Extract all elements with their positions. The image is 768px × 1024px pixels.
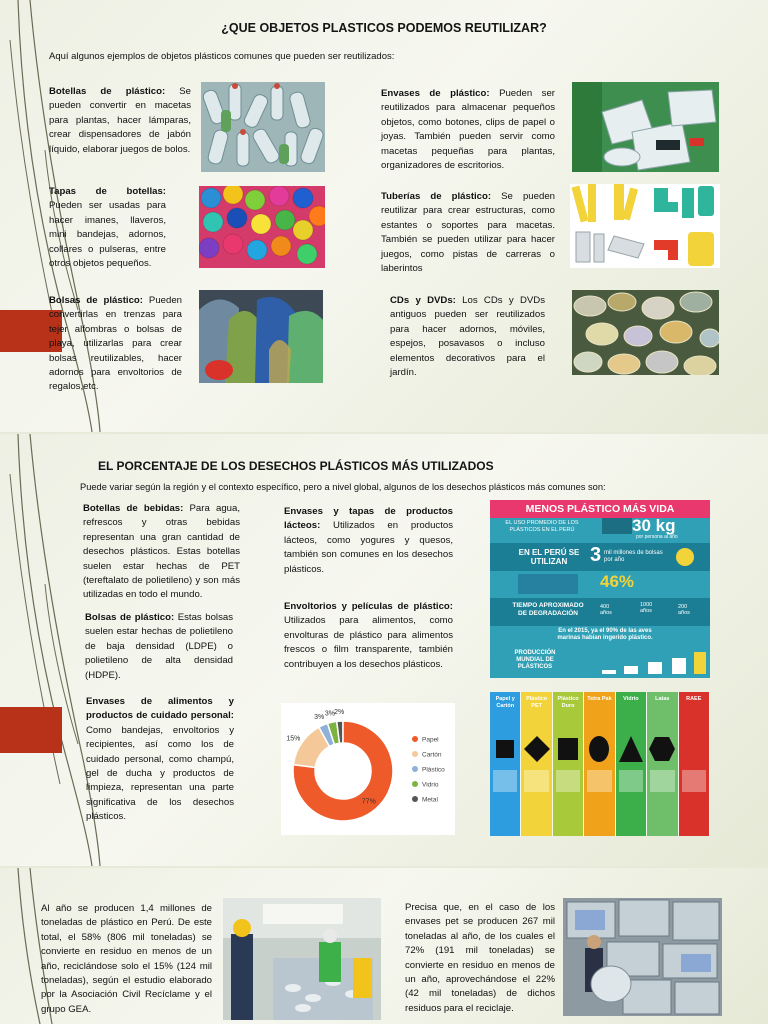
infographic-value: 3 [590,544,602,566]
bin-items [524,770,548,792]
production-bars [598,650,708,676]
slide-reutilizar [0,0,768,432]
infographic-value: 30 kg [632,516,676,535]
bin-label: Latas [655,696,670,702]
bin-shape-icon [616,734,646,764]
donut-svg [281,703,455,835]
photo-plastic-bags [199,290,323,383]
legend-entry: Papel [422,736,439,744]
bin-items [619,770,643,792]
item-envases-alimentos: Envases de alimentos y productos de cuidado personal: Como bandejas, envoltorios y recipientes, así como los de cuidado personal, como champú, gel de ducha y productos de limpieza, representan una parte significativa de los desechos plásticos. [86,696,234,823]
bin-shape-icon [647,734,677,764]
infographic-unit: por persona al año [636,534,678,540]
intro-text: Aquí algunos ejemplos de objetos plásticos comunes que pueden ser reutilizados: [49,51,395,62]
bin-items [493,770,517,792]
infographic-value: 200 años [678,604,690,616]
infographic-text: PRODUCCIÓN MUNDIAL DE PLÁSTICOS [514,650,556,670]
bin-column [616,692,646,836]
section-title: EL PORCENTAJE DE LOS DESECHOS PLÁSTICOS MÁS UTILIZADOS [98,459,494,473]
legend-entry: Cartón [422,751,442,759]
bin-column [521,692,551,836]
infographic-header: MENOS PLÁSTICO MÁS VIDA [490,500,710,518]
infographic-text: EL USO PROMEDIO DE LOS PLÁSTICOS EN EL PERÚ [505,520,579,533]
pie-data-label: 3% [324,710,335,718]
intro-text: Puede variar según la región y el contexto específico, pero a nivel global, algunos de los desechos plásticos más comunes son: [80,482,606,492]
bins-row [490,692,710,836]
item-envases: Envases de plástico: Pueden ser reutilizados para almacenar pequeños objetos, como botones, clips de papel o joyas. También pueden servir como macetas pequeñas para plantas, organizadores de escritorios. [381,88,555,172]
bin-shape-icon [584,734,614,764]
legend-swatch [412,736,418,742]
infographic-value: 400 años [600,604,612,616]
infographic-value: 1000 años [640,602,653,614]
legend-swatch [412,796,418,802]
bin-column [647,692,677,836]
bin-items [650,770,674,792]
bin-shape-icon [553,734,583,764]
legend-entry: Vidrio [422,781,439,789]
bag-icon [676,548,694,566]
slide-porcentaje [0,434,768,866]
page-title: ¿QUE OBJETOS PLASTICOS PODEMOS REUTILIZAR? [221,21,547,35]
recycling-bins-image [490,692,710,836]
infographic-value: 46% [600,572,635,591]
bin-column [679,692,709,836]
item-botellas: Botellas de plástico: Se pueden convertir en macetas para plantas, hacer lámparas, crear dispensadores de jabón líquido, elaborar juegos de bolos. [49,86,192,155]
item-envases-lacteos: Envases y tapas de productos lácteos: Utilizados en productos lácteos, como yogures y quesos, también son comunes en los desechos plásticos. [284,506,453,575]
photo-bottle-caps [199,186,325,268]
bin-column [490,692,520,836]
bin-label: Tetra Pak [587,696,612,702]
photo-plastic-pipes [570,184,720,268]
photo-cds-dvds [572,290,719,375]
photo-recycling-workers [223,898,381,1020]
pie-data-label: 77% [361,798,376,806]
peru-map-icon [602,518,632,534]
legend-swatch [412,781,418,787]
bin-column [553,692,583,836]
stat-text-left: Al año se producen 1,4 millones de toneladas de plástico en Perú. De este total, el 58% (806 mil toneladas) se convierte en residuo en menos de un año, reciclándose solo el 15% (124 mil toneladas), según el estudio elaborado por la Asociación Civil Recíclame y el grupo GEA. [41,903,212,1015]
bin-label: Plástico Duro [557,696,579,709]
item-tapas: Tapas de botellas: Pueden ser usadas para hacer imanes, llaveros, mini bandejas, adornos, collares o pulseras, entre otros objetos pequeños. [49,186,166,270]
legend-swatch [412,751,418,757]
infographic-unit: mil millones de bolsas por año [604,550,663,563]
stat-text-right: Precisa que, en el caso de los envases pet se producen 267 mil toneladas al año, de los cuales el 72% (191 mil toneladas) se convierte en residuo en menos de un año, aprovechándose el 22% (42 mil toneladas) de dichos residuos para el reciclaje. [405,902,555,1014]
bin-items [556,770,580,792]
bin-items [587,770,611,792]
item-tuberias: Tuberías de plástico: Se pueden reutilizar para crear estructuras, como estantes o soportes para macetas. También se pueden utilizar para hacer juegos, como pistas de carreras o laberintos [381,191,555,275]
legend-swatch [412,766,418,772]
infographic-text: TIEMPO APROXIMADO DE DEGRADACIÓN [512,602,584,617]
pie-data-label: 2% [334,709,345,717]
infographic-menos-plastico [490,500,710,678]
photo-plastic-bottles [201,82,325,172]
pie-data-label: 15% [286,735,301,743]
item-botellas-bebidas: Botellas de bebidas: Para agua, refrescos y otras bebidas representan una gran cantidad de desechos plásticos. Estas botellas suelen estar hechas de PET (tereftalato de polietileno) y son más utilizadas en todo el mundo. [83,503,240,601]
legend-entry: Metal [422,796,438,804]
legend-entry: Plástico [422,766,445,774]
pie-chart [281,703,455,835]
bin-label: RAEE [686,696,702,702]
bin-label: Plástico PET [526,696,548,709]
bin-label: Vidrio [623,696,639,702]
bin-label: Papel y Cartón [495,696,515,709]
photo-pet-bales [563,898,722,1016]
bin-items [682,770,706,792]
infographic-text: EN EL PERÚ SE UTILIZAN [518,548,580,566]
bin-shape-icon [679,734,709,764]
bin-shape-icon [522,734,552,764]
pie-data-label: 3% [314,713,325,721]
bin-column [584,692,614,836]
item-envoltorios: Envoltorios y películas de plástico: Utilizados para alimentos, como envolturas de plástico para alimentos frescos o film transparente, también contribuyen a los desechos plásticos. [284,601,453,670]
infographic-text: En el 2015, ya el 90% de las aves marinas habían ingerido plástico. [557,628,653,641]
item-cds: CDs y DVDs: Los CDs y DVDs antiguos pueden ser reutilizados para hacer adornos, móviles, espejos, posavasos o incluso elementos decorativos para el jardín. [390,295,545,379]
item-bolsas: Bolsas de plástico: Pueden convertirlas en trenzas para tejer alfombras o bolsas de playa, utilizarlas para crear bolsas reutilizables, hacer adornos para envoltorios de regalos,etc. [49,295,182,393]
item-bolsas-plastico: Bolsas de plástico: Estas bolsas suelen estar hechas de polietileno de baja densidad (LDPE) o polietileno de alta densidad (HDPE). [85,612,233,681]
bin-shape-icon [490,734,520,764]
slide-estadisticas [0,868,768,1024]
photo-plastic-containers [572,82,719,172]
accent-tab [0,707,62,753]
